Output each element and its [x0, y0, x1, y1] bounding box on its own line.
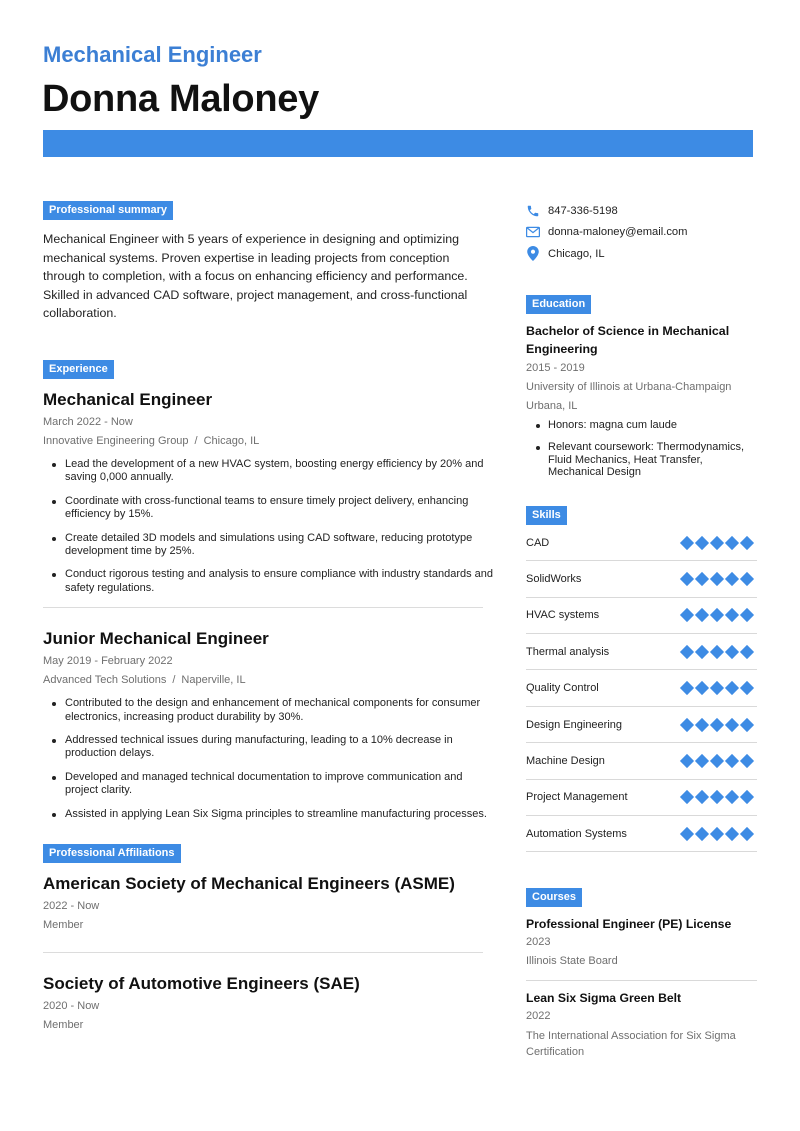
skill-name: Project Management	[526, 791, 628, 804]
rating-diamond-icon	[680, 608, 694, 622]
list-item: Addressed technical issues during manufacturing, leading to a 10% decrease in production delays.	[43, 734, 495, 761]
divider	[43, 952, 483, 953]
contact-section	[526, 200, 757, 265]
skill-rating	[681, 610, 753, 620]
job-dates: May 2019 - February 2022	[43, 655, 173, 668]
list-item: Relevant coursework: Thermodynamics, Fluid Mechanics, Heat Transfer, Mechanical Design	[526, 441, 757, 479]
education-section	[526, 294, 757, 479]
rating-diamond-icon	[740, 717, 754, 731]
list-item: Lead the development of a new HVAC system, boosting energy efficiency by 20% and saving 0,000 annually.	[43, 458, 495, 485]
skills-list	[526, 525, 757, 853]
skill-rating	[681, 720, 753, 730]
rating-diamond-icon	[725, 645, 739, 659]
rating-diamond-icon	[710, 535, 724, 549]
skill-rating	[681, 574, 753, 584]
skill-name: CAD	[526, 536, 550, 549]
list-item: Contributed to the design and enhancement of mechanical components for consumer electronics, increasing product durability by 30%.	[43, 697, 495, 724]
job-bullets	[43, 457, 494, 595]
experience-section	[43, 359, 494, 821]
courses-section	[526, 887, 757, 1060]
rating-diamond-icon	[710, 754, 724, 768]
skill-row	[526, 634, 757, 670]
phone-text: 847-336-5198	[548, 204, 618, 217]
contact-location	[526, 243, 757, 265]
rating-diamond-icon	[680, 717, 694, 731]
skill-row	[526, 561, 757, 597]
skill-name: Quality Control	[526, 682, 599, 695]
education-heading: Education	[526, 295, 591, 314]
rating-diamond-icon	[740, 645, 754, 659]
skill-name: Machine Design	[526, 754, 605, 767]
education-dates: 2015 - 2019	[526, 361, 585, 374]
summary-heading: Professional summary	[43, 201, 173, 220]
course-year: 2023	[526, 936, 551, 949]
job-title: Mechanical Engineer	[43, 389, 213, 409]
rating-diamond-icon	[680, 535, 694, 549]
course-year: 2022	[526, 1010, 551, 1023]
skill-rating	[681, 683, 753, 693]
affiliation-role: Member	[43, 919, 84, 932]
job-company: Advanced Tech Solutions	[43, 674, 167, 687]
job-title: Junior Mechanical Engineer	[43, 629, 269, 649]
affiliations-section	[43, 843, 483, 1032]
rating-diamond-icon	[695, 681, 709, 695]
course-title: Lean Six Sigma Green Belt	[526, 991, 682, 1006]
skill-rating	[681, 829, 753, 839]
affiliation-name: Society of Automotive Engineers (SAE)	[43, 974, 360, 994]
skill-name: HVAC systems	[526, 609, 600, 622]
rating-diamond-icon	[695, 754, 709, 768]
skill-row	[526, 816, 757, 852]
rating-diamond-icon	[725, 790, 739, 804]
right-column	[526, 200, 757, 1060]
divider	[526, 980, 757, 981]
rating-diamond-icon	[740, 535, 754, 549]
job-entry	[43, 389, 494, 595]
affiliation-role: Member	[43, 1019, 84, 1032]
resume-name: Donna Maloney	[42, 78, 319, 120]
job-dates: March 2022 - Now	[43, 415, 133, 428]
rating-diamond-icon	[680, 572, 694, 586]
affiliation-dates: 2022 - Now	[43, 900, 100, 913]
skill-rating	[681, 756, 753, 766]
rating-diamond-icon	[695, 717, 709, 731]
rating-diamond-icon	[740, 827, 754, 841]
rating-diamond-icon	[710, 608, 724, 622]
course-provider: Illinois State Board	[526, 955, 618, 968]
list-item: Create detailed 3D models and simulations using CAD software, reducing prototype development time by 25%.	[43, 532, 495, 559]
course-entry	[526, 915, 757, 971]
job-bullets	[43, 697, 487, 821]
rating-diamond-icon	[710, 790, 724, 804]
education-school: University of Illinois at Urbana-Champaign	[526, 380, 732, 393]
email-text: donna-maloney@email.com	[548, 226, 688, 239]
rating-diamond-icon	[680, 645, 694, 659]
skill-row	[526, 707, 757, 743]
job-location: Naperville, IL	[181, 674, 246, 687]
course-entry	[526, 989, 757, 1060]
course-title: Professional Engineer (PE) License	[526, 917, 732, 932]
rating-diamond-icon	[725, 535, 739, 549]
list-item: Honors: magna cum laude	[526, 419, 757, 432]
location-text: Chicago, IL	[548, 247, 605, 260]
job-location: Chicago, IL	[203, 434, 260, 447]
list-item: Assisted in applying Lean Six Sigma principles to streamline manufacturing processes.	[43, 808, 495, 821]
job-company-line: Innovative Engineering Group / Chicago, IL	[43, 434, 260, 447]
rating-diamond-icon	[680, 681, 694, 695]
left-column	[43, 200, 494, 1032]
skill-name: SolidWorks	[526, 572, 582, 585]
courses-heading: Courses	[526, 888, 582, 907]
education-degree: Bachelor of Science in Mechanical Engineering	[526, 323, 730, 356]
rating-diamond-icon	[695, 535, 709, 549]
skill-name: Design Engineering	[526, 718, 623, 731]
rating-diamond-icon	[680, 827, 694, 841]
rating-diamond-icon	[695, 645, 709, 659]
rating-diamond-icon	[725, 754, 739, 768]
affiliation-entry	[43, 974, 483, 1032]
job-company-line: Advanced Tech Solutions / Naperville, IL	[43, 674, 246, 687]
skill-row	[526, 670, 757, 706]
skill-rating	[681, 792, 753, 802]
skill-rating	[681, 538, 753, 548]
skill-name: Thermal analysis	[526, 645, 610, 658]
rating-diamond-icon	[710, 681, 724, 695]
affiliation-dates: 2020 - Now	[43, 1000, 100, 1013]
rating-diamond-icon	[695, 608, 709, 622]
rating-diamond-icon	[725, 717, 739, 731]
rating-diamond-icon	[740, 608, 754, 622]
education-bullets	[526, 419, 757, 479]
rating-diamond-icon	[725, 681, 739, 695]
divider	[43, 607, 483, 608]
job-company: Innovative Engineering Group	[43, 434, 189, 447]
rating-diamond-icon	[740, 572, 754, 586]
email-icon	[526, 225, 540, 239]
contact-phone	[526, 200, 757, 222]
rating-diamond-icon	[725, 827, 739, 841]
rating-diamond-icon	[725, 608, 739, 622]
rating-diamond-icon	[710, 827, 724, 841]
rating-diamond-icon	[695, 790, 709, 804]
rating-diamond-icon	[695, 572, 709, 586]
experience-heading: Experience	[43, 360, 114, 379]
skills-heading: Skills	[526, 506, 567, 525]
skill-row	[526, 598, 757, 634]
list-item: Developed and managed technical documentation to improve communication and project clarity.	[43, 771, 495, 798]
rating-diamond-icon	[695, 827, 709, 841]
list-item: Coordinate with cross-functional teams to ensure timely project delivery, enhancing efficiency by 15%.	[43, 495, 495, 522]
rating-diamond-icon	[710, 717, 724, 731]
job-entry	[43, 629, 487, 821]
rating-diamond-icon	[740, 790, 754, 804]
skill-name: Automation Systems	[526, 827, 627, 840]
summary-text: Mechanical Engineer with 5 years of experience in designing and optimizing mechanical systems. Proven expertise in leading projects from conception through to completion, with a focus on enhancing efficiency and performance. Skilled in advanced CAD software, project management, and cross-functional collaboration.	[43, 232, 468, 321]
contact-email	[526, 222, 757, 244]
location-pin-icon	[526, 247, 540, 261]
rating-diamond-icon	[680, 790, 694, 804]
phone-icon	[526, 204, 540, 218]
skill-rating	[681, 647, 753, 657]
rating-diamond-icon	[680, 754, 694, 768]
rating-diamond-icon	[740, 681, 754, 695]
education-location: Urbana, IL	[526, 399, 578, 412]
rating-diamond-icon	[710, 645, 724, 659]
rating-diamond-icon	[710, 572, 724, 586]
skill-row	[526, 525, 757, 561]
affiliation-entry	[43, 874, 483, 932]
affiliation-name: American Society of Mechanical Engineers (ASME)	[43, 874, 455, 894]
course-provider: The International Association for Six Sigma Certification	[526, 1030, 736, 1059]
resume-subtitle: Mechanical Engineer	[43, 42, 262, 67]
skill-row	[526, 743, 757, 779]
list-item: Conduct rigorous testing and analysis to ensure compliance with industry standards and safety regulations.	[43, 568, 495, 595]
skills-section	[526, 505, 757, 853]
affiliations-heading: Professional Affiliations	[43, 844, 181, 863]
header-accent-bar	[43, 130, 753, 157]
rating-diamond-icon	[725, 572, 739, 586]
skill-row	[526, 780, 757, 816]
rating-diamond-icon	[740, 754, 754, 768]
